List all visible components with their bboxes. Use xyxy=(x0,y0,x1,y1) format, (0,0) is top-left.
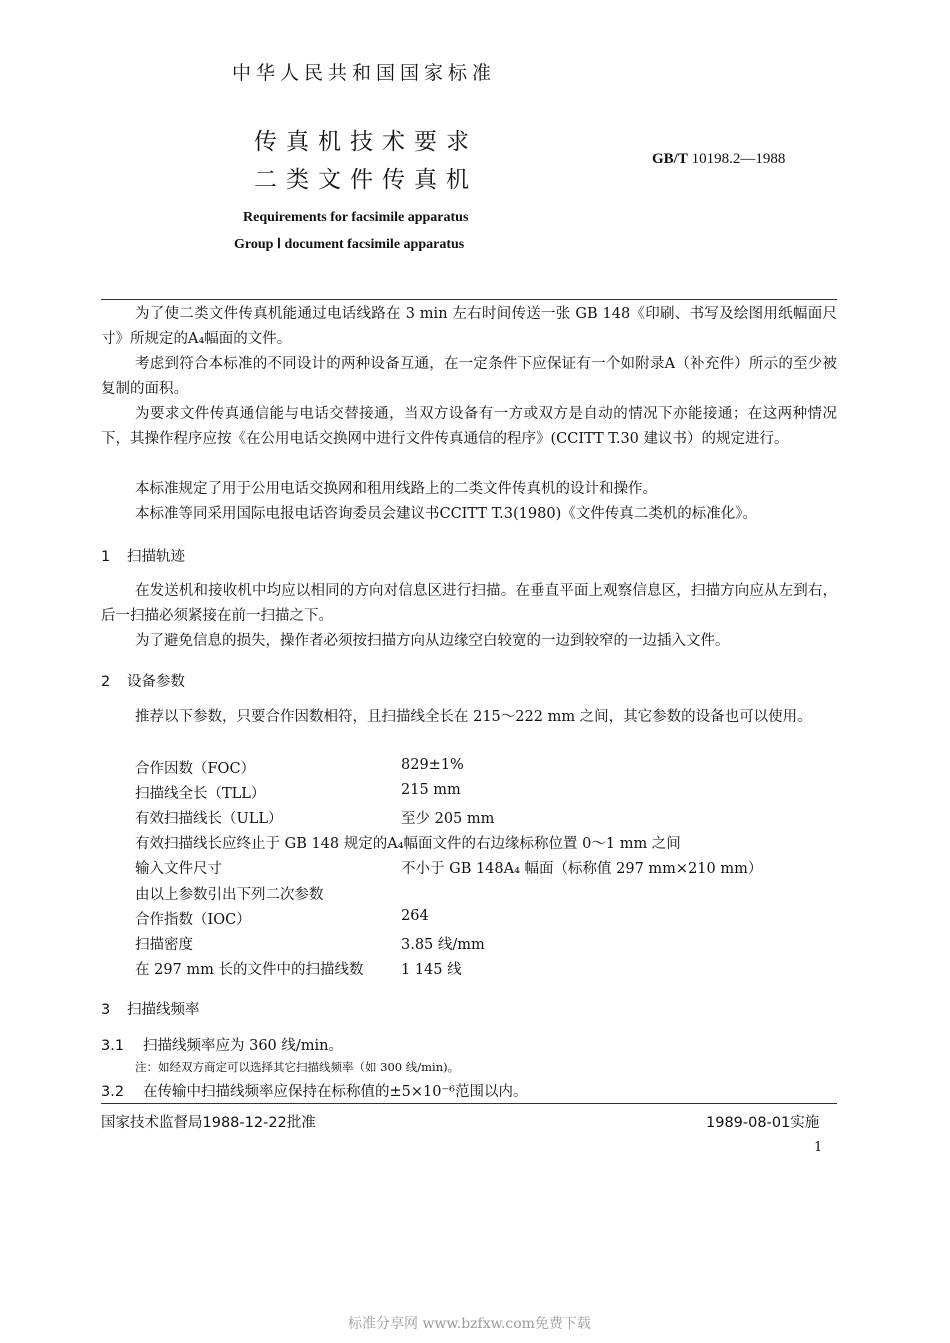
title-en-line2: Group Ⅰ document facsimile apparatus xyxy=(234,237,465,252)
param-value: 829±1% xyxy=(401,757,464,773)
section-2-number: 2 xyxy=(101,674,111,690)
section-3-heading xyxy=(101,998,200,1019)
clause-3-1-text: 扫描线频率应为 360 线/min。 xyxy=(143,1038,344,1054)
national-standard-heading: 中华人民共和国国家标准 xyxy=(232,62,497,84)
param-label: 合作指数（IOC） xyxy=(135,912,251,928)
param-label: 合作因数（FOC） xyxy=(135,761,256,777)
footer-rule xyxy=(101,1103,837,1104)
param-label: 扫描密度 xyxy=(135,937,193,953)
param-value: 264 xyxy=(401,908,429,924)
title-cn-line2: 二类文件传真机 xyxy=(254,167,478,193)
section-1-paragraph-1: 在发送机和接收机中均应以相同的方向对信息区进行扫描。在垂直平面上观察信息区，扫描方向应从左到右，后一扫描必须紧接在前一扫描之下。 xyxy=(101,583,837,624)
intro-paragraph-3: 为要求文件传真通信能与电话交替接通，当双方设备有一方或双方是自动的情况下亦能接通；在这两种情况下，其操作程序应按《在公用电话交换网中进行文件传真通信的程序》(CCITT T.30 建议书）的规定进行。 xyxy=(101,406,837,447)
param-value: 1 145 线 xyxy=(401,962,462,978)
page-number: 1 xyxy=(814,1140,823,1155)
clause-3-2-number: 3.2 xyxy=(101,1084,125,1100)
section-2-paragraph-1: 推荐以下参数，只要合作因数相符，且扫描线全长在 215～222 mm 之间，其它参数的设备也可以使用。 xyxy=(135,709,812,725)
param-value: 不小于 GB 148A₄ 幅面（标称值 297 mm×210 mm） xyxy=(401,861,763,877)
clause-3-1 xyxy=(101,1034,343,1055)
section-3-number: 3 xyxy=(101,1002,111,1018)
param-value: 至少 205 mm xyxy=(401,811,495,827)
clause-3-1-number: 3.1 xyxy=(101,1038,125,1054)
section-1-paragraph-2: 为了避免信息的损失，操作者必须按扫描方向从边缘空白较宽的一边到较窄的一边插入文件。 xyxy=(135,633,730,649)
section-1-number: 1 xyxy=(101,549,111,565)
code-prefix: GB/T xyxy=(652,151,688,167)
clause-3-2 xyxy=(101,1080,527,1101)
intro-paragraph-1: 为了使二类文件传真机能通过电话线路在 3 min 左右时间传送一张 GB 148《印刷、书写及绘图用纸幅面尺寸》所规定的A₄幅面的文件。 xyxy=(101,306,837,347)
title-en-line1: Requirements for facsimile apparatus xyxy=(243,210,469,225)
ull-note: 有效扫描线长应终止于 GB 148 规定的A₄幅面文件的右边缘标称位置 0～1 mm 之间 xyxy=(135,836,681,852)
param-value: 215 mm xyxy=(401,782,461,798)
effective-date: 1989-08-01实施 xyxy=(706,1115,820,1131)
watermark: 标准分享网 www.bzfxw.com免费下载 xyxy=(348,1316,591,1332)
param-value: 3.85 线/mm xyxy=(401,937,485,953)
intro-paragraph-5: 本标准等同采用国际电报电话咨询委员会建议书CCITT T.3(1980)《文件传真二类机的标准化》。 xyxy=(135,506,757,522)
clause-3-1-note: 注：如经双方商定可以选择其它扫描线频率（如 300 线/min)。 xyxy=(135,1060,460,1074)
param-label: 扫描线全长（TLL） xyxy=(135,786,266,802)
top-rule xyxy=(101,299,837,300)
derived-params-intro: 由以上参数引出下列二次参数 xyxy=(135,887,324,903)
param-label: 输入文件尺寸 xyxy=(135,861,222,877)
section-2-heading xyxy=(101,670,185,691)
clause-3-2-text: 在传输中扫描线频率应保持在标称值的±5×10⁻⁶范围以内。 xyxy=(143,1084,528,1100)
section-3-title: 扫描线频率 xyxy=(127,1002,200,1018)
param-label: 在 297 mm 长的文件中的扫描线数 xyxy=(135,962,364,978)
standard-code xyxy=(652,151,785,168)
param-label: 有效扫描线长（ULL） xyxy=(135,811,283,827)
intro-paragraph-4: 本标准规定了用于公用电话交换网和租用线路上的二类文件传真机的设计和操作。 xyxy=(135,481,657,497)
section-2-title: 设备参数 xyxy=(127,674,185,690)
section-1-title: 扫描轨迹 xyxy=(127,549,185,565)
approval-date: 国家技术监督局1988-12-22批准 xyxy=(101,1115,316,1131)
intro-paragraph-2: 考虑到符合本标准的不同设计的两种设备互通，在一定条件下应保证有一个如附录A（补充件）所示的至少被复制的面积。 xyxy=(101,356,837,397)
section-1-heading xyxy=(101,545,185,566)
title-cn-line1: 传真机技术要求 xyxy=(254,129,478,155)
code-number: 10198.2—1988 xyxy=(691,151,786,167)
